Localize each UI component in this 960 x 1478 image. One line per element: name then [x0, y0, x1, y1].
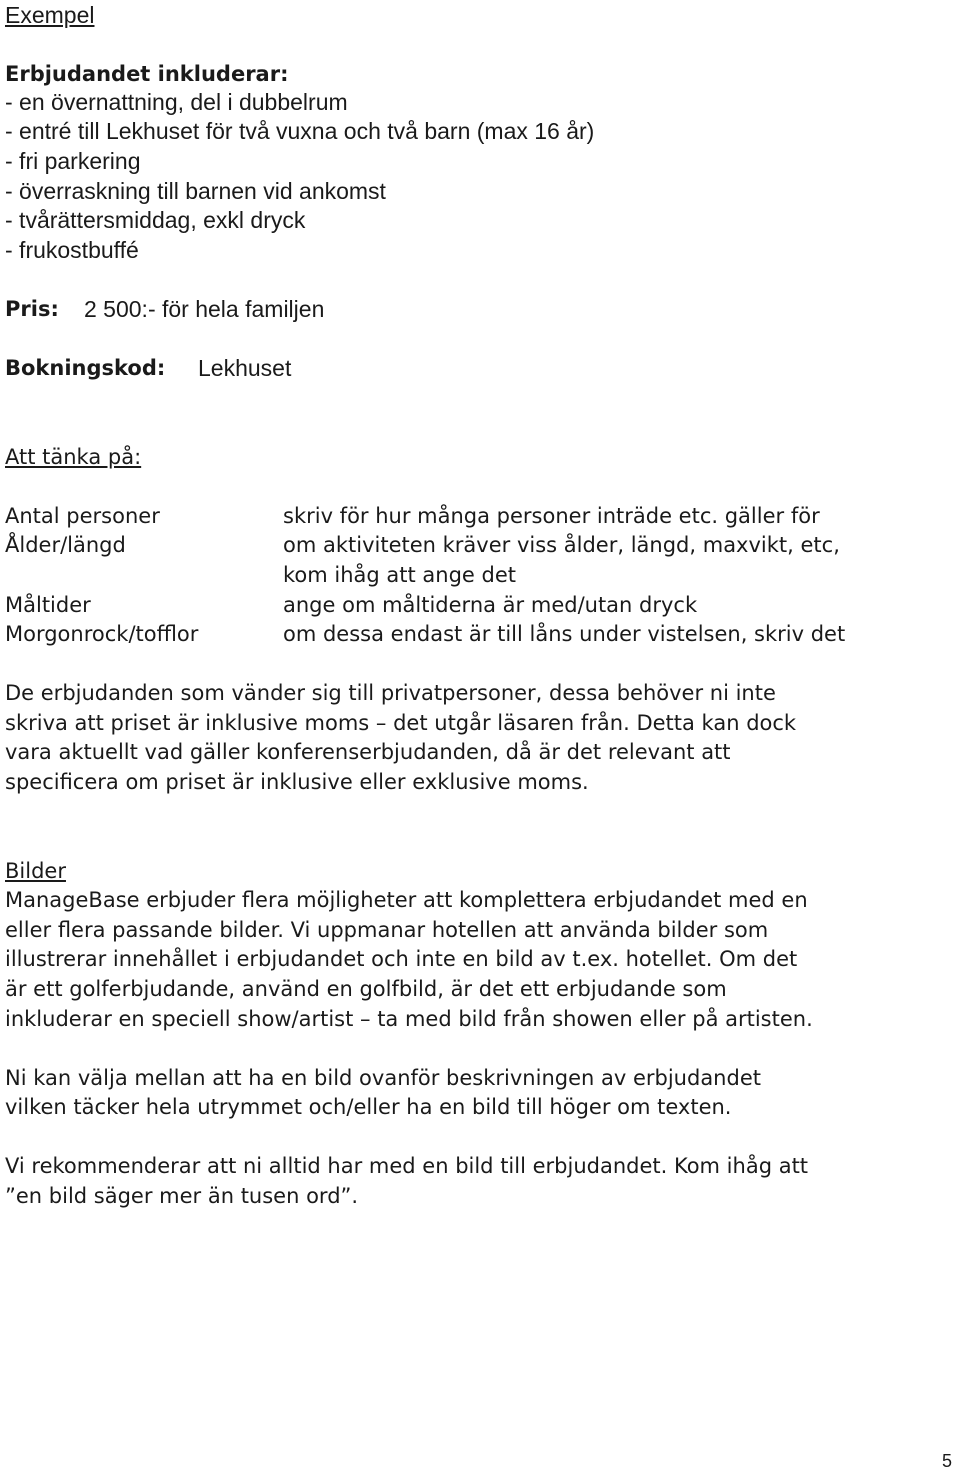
vat-paragraph-line: specificera om priset är inklusive eller exklusive moms. — [5, 770, 589, 794]
booking-label: Bokningskod: — [5, 356, 166, 380]
images-paragraph-line: ManageBase erbjuder flera möjligheter att komplettera erbjudandet med en — [5, 888, 808, 912]
think-desc: kom ihåg att ange det — [283, 563, 517, 587]
images-paragraph-line: Vi rekommenderar att ni alltid har med en bild till erbjudandet. Kom ihåg att — [5, 1154, 809, 1178]
includes-heading: Erbjudandet inkluderar: — [5, 62, 289, 86]
page-number: 5 — [942, 1451, 953, 1471]
think-term: Måltider — [5, 593, 91, 617]
images-paragraph-line: illustrerar innehållet i erbjudandet och inte en bild av t.ex. hotellet. Om det — [5, 947, 798, 971]
vat-paragraph-line: De erbjudanden som vänder sig till privatpersoner, dessa behöver ni inte — [5, 681, 776, 705]
includes-item: - fri parkering — [5, 148, 141, 174]
vat-paragraph-line: skriva att priset är inklusive moms – det utgår läsaren från. Detta kan dock — [5, 711, 797, 735]
think-term: Ålder/längd — [5, 533, 126, 557]
includes-item: - överraskning till barnen vid ankomst — [5, 178, 386, 204]
images-heading: Bilder — [5, 859, 66, 883]
images-paragraph-line: vilken täcker hela utrymmet och/eller ha en bild till höger om texten. — [5, 1095, 732, 1119]
price-value: 2 500:- för hela familjen — [84, 296, 325, 322]
images-paragraph-line: eller flera passande bilder. Vi uppmanar hotellen att använda bilder som — [5, 918, 769, 942]
think-desc: skriv för hur många personer inträde etc. gäller för — [283, 504, 820, 528]
think-term: Antal personer — [5, 504, 160, 528]
think-desc: om dessa endast är till låns under vistelsen, skriv det — [283, 622, 846, 646]
images-paragraph-line: ”en bild säger mer än tusen ord”. — [5, 1184, 359, 1208]
think-desc: om aktiviteten kräver viss ålder, längd, maxvikt, etc, — [283, 533, 840, 557]
includes-item: - entré till Lekhuset för två vuxna och två barn (max 16 år) — [5, 118, 595, 144]
example-heading: Exempel — [5, 2, 95, 28]
images-paragraph-line: är ett golferbjudande, använd en golfbild, är det ett erbjudande som — [5, 977, 727, 1001]
price-label: Pris: — [5, 297, 59, 321]
vat-paragraph-line: vara aktuellt vad gäller konferenserbjudanden, då är det relevant att — [5, 740, 731, 764]
booking-value: Lekhuset — [198, 355, 292, 381]
images-paragraph-line: inkluderar en speciell show/artist – ta med bild från showen eller på artisten. — [5, 1007, 813, 1031]
images-paragraph-line: Ni kan välja mellan att ha en bild ovanför beskrivningen av erbjudandet — [5, 1066, 761, 1090]
think-desc: ange om måltiderna är med/utan dryck — [283, 593, 698, 617]
includes-item: - frukostbuffé — [5, 237, 139, 263]
think-term: Morgonrock/tofflor — [5, 622, 199, 646]
think-about-heading: Att tänka på: — [5, 445, 142, 469]
includes-item: - tvårättersmiddag, exkl dryck — [5, 207, 306, 233]
includes-item: - en övernattning, del i dubbelrum — [5, 89, 348, 115]
